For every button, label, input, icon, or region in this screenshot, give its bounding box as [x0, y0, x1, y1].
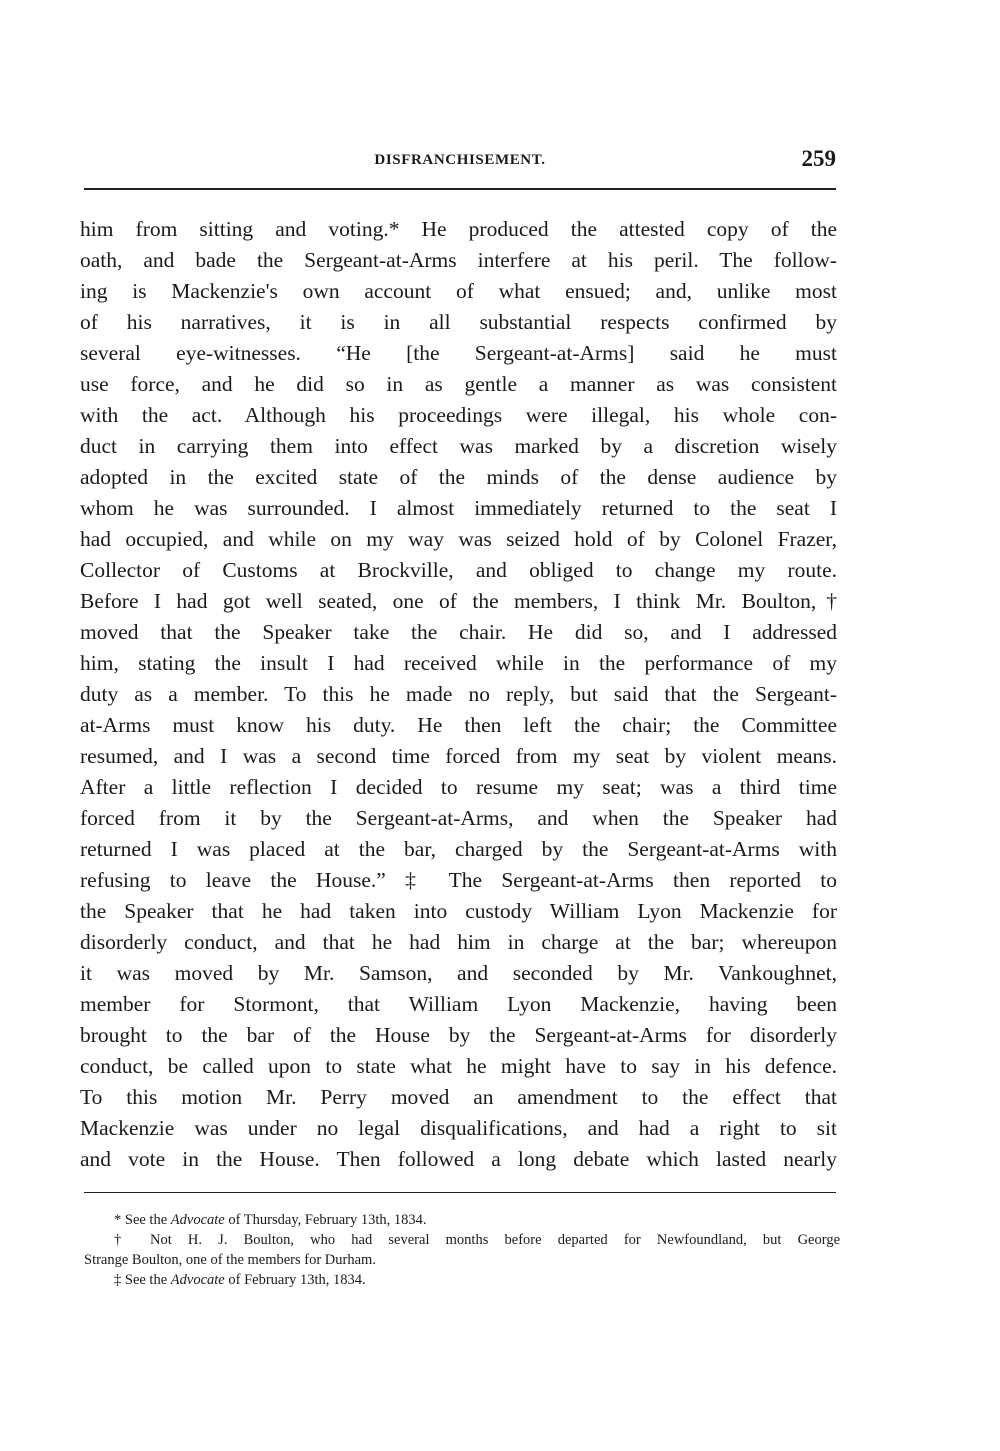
body-line: had occupied, and while on my way was seized hold of by Colonel Frazer, [80, 527, 837, 551]
body-text [80, 214, 837, 1175]
body-line: him, stating the insult I had received while in the performance of my [80, 651, 837, 675]
body-line: conduct, be called upon to state what he might have to say in his defence. [80, 1054, 837, 1078]
body-line: Before I had got well seated, one of the members, I think Mr. Boulton,† [80, 589, 837, 613]
body-line: of his narratives, it is in all substantial respects confirmed by [80, 310, 837, 334]
body-line: use force, and he did so in as gentle a manner as was consistent [80, 372, 837, 396]
footnote-double-dagger: ‡ See the Advocate of February 13th, 1834. [114, 1272, 366, 1288]
footnotes [84, 1210, 840, 1290]
body-line: whom he was surrounded. I almost immediately returned to the seat I [80, 496, 837, 520]
running-title: DISFRANCHISEMENT. [374, 152, 546, 168]
header-rule [84, 188, 836, 190]
body-line: Mackenzie was under no legal disqualifications, and had a right to sit [80, 1116, 837, 1140]
body-line: moved that the Speaker take the chair. He did so, and I addressed [80, 620, 837, 644]
body-line: it was moved by Mr. Samson, and seconded by Mr. Vankoughnet, [80, 961, 837, 985]
footnote-dagger: † Not H. J. Boulton, who had several months before departed for Newfoundland, but George [114, 1232, 840, 1248]
body-line: and vote in the House. Then followed a long debate which lasted nearly [80, 1147, 837, 1171]
body-line: resumed, and I was a second time forced from my seat by violent means. [80, 744, 837, 768]
body-line: oath, and bade the Sergeant-at-Arms interfere at his peril. The follow- [80, 248, 837, 272]
body-line: several eye-witnesses. “He [the Sergeant-at-Arms] said he must [80, 341, 837, 365]
body-line: him from sitting and voting.* He produced the attested copy of the [80, 217, 837, 241]
page-number: 259 [801, 146, 836, 171]
body-line: with the act. Although his proceedings were illegal, his whole con- [80, 403, 837, 427]
body-line: refusing to leave the House.” ‡ The Sergeant-at-Arms then reported to [80, 868, 837, 892]
footnote-rule [84, 1192, 836, 1193]
body-line: After a little reflection I decided to resume my seat; was a third time [80, 775, 837, 799]
body-line: duty as a member. To this he made no reply, but said that the Sergeant- [80, 682, 837, 706]
body-line: member for Stormont, that William Lyon Mackenzie, having been [80, 992, 837, 1016]
body-line: To this motion Mr. Perry moved an amendment to the effect that [80, 1085, 837, 1109]
body-line: adopted in the excited state of the minds of the dense audience by [80, 465, 837, 489]
body-line: at-Arms must know his duty. He then left the chair; the Committee [80, 713, 837, 737]
body-line: disorderly conduct, and that he had him in charge at the bar; whereupon [80, 930, 837, 954]
body-line: ing is Mackenzie's own account of what ensued; and, unlike most [80, 279, 837, 303]
running-head [84, 146, 836, 176]
body-line: Collector of Customs at Brockville, and obliged to change my route. [80, 558, 837, 582]
footnote-asterisk: * See the Advocate of Thursday, February 13th, 1834. [114, 1212, 427, 1228]
body-line: brought to the bar of the House by the Sergeant-at-Arms for disorderly [80, 1023, 837, 1047]
body-line: the Speaker that he had taken into custody William Lyon Mackenzie for [80, 899, 837, 923]
body-line: returned I was placed at the bar, charged by the Sergeant-at-Arms with [80, 837, 837, 861]
footnote-dagger-continued: Strange Boulton, one of the members for Durham. [84, 1252, 376, 1268]
body-line: forced from it by the Sergeant-at-Arms, and when the Speaker had [80, 806, 837, 830]
body-line: duct in carrying them into effect was marked by a discretion wisely [80, 434, 837, 458]
